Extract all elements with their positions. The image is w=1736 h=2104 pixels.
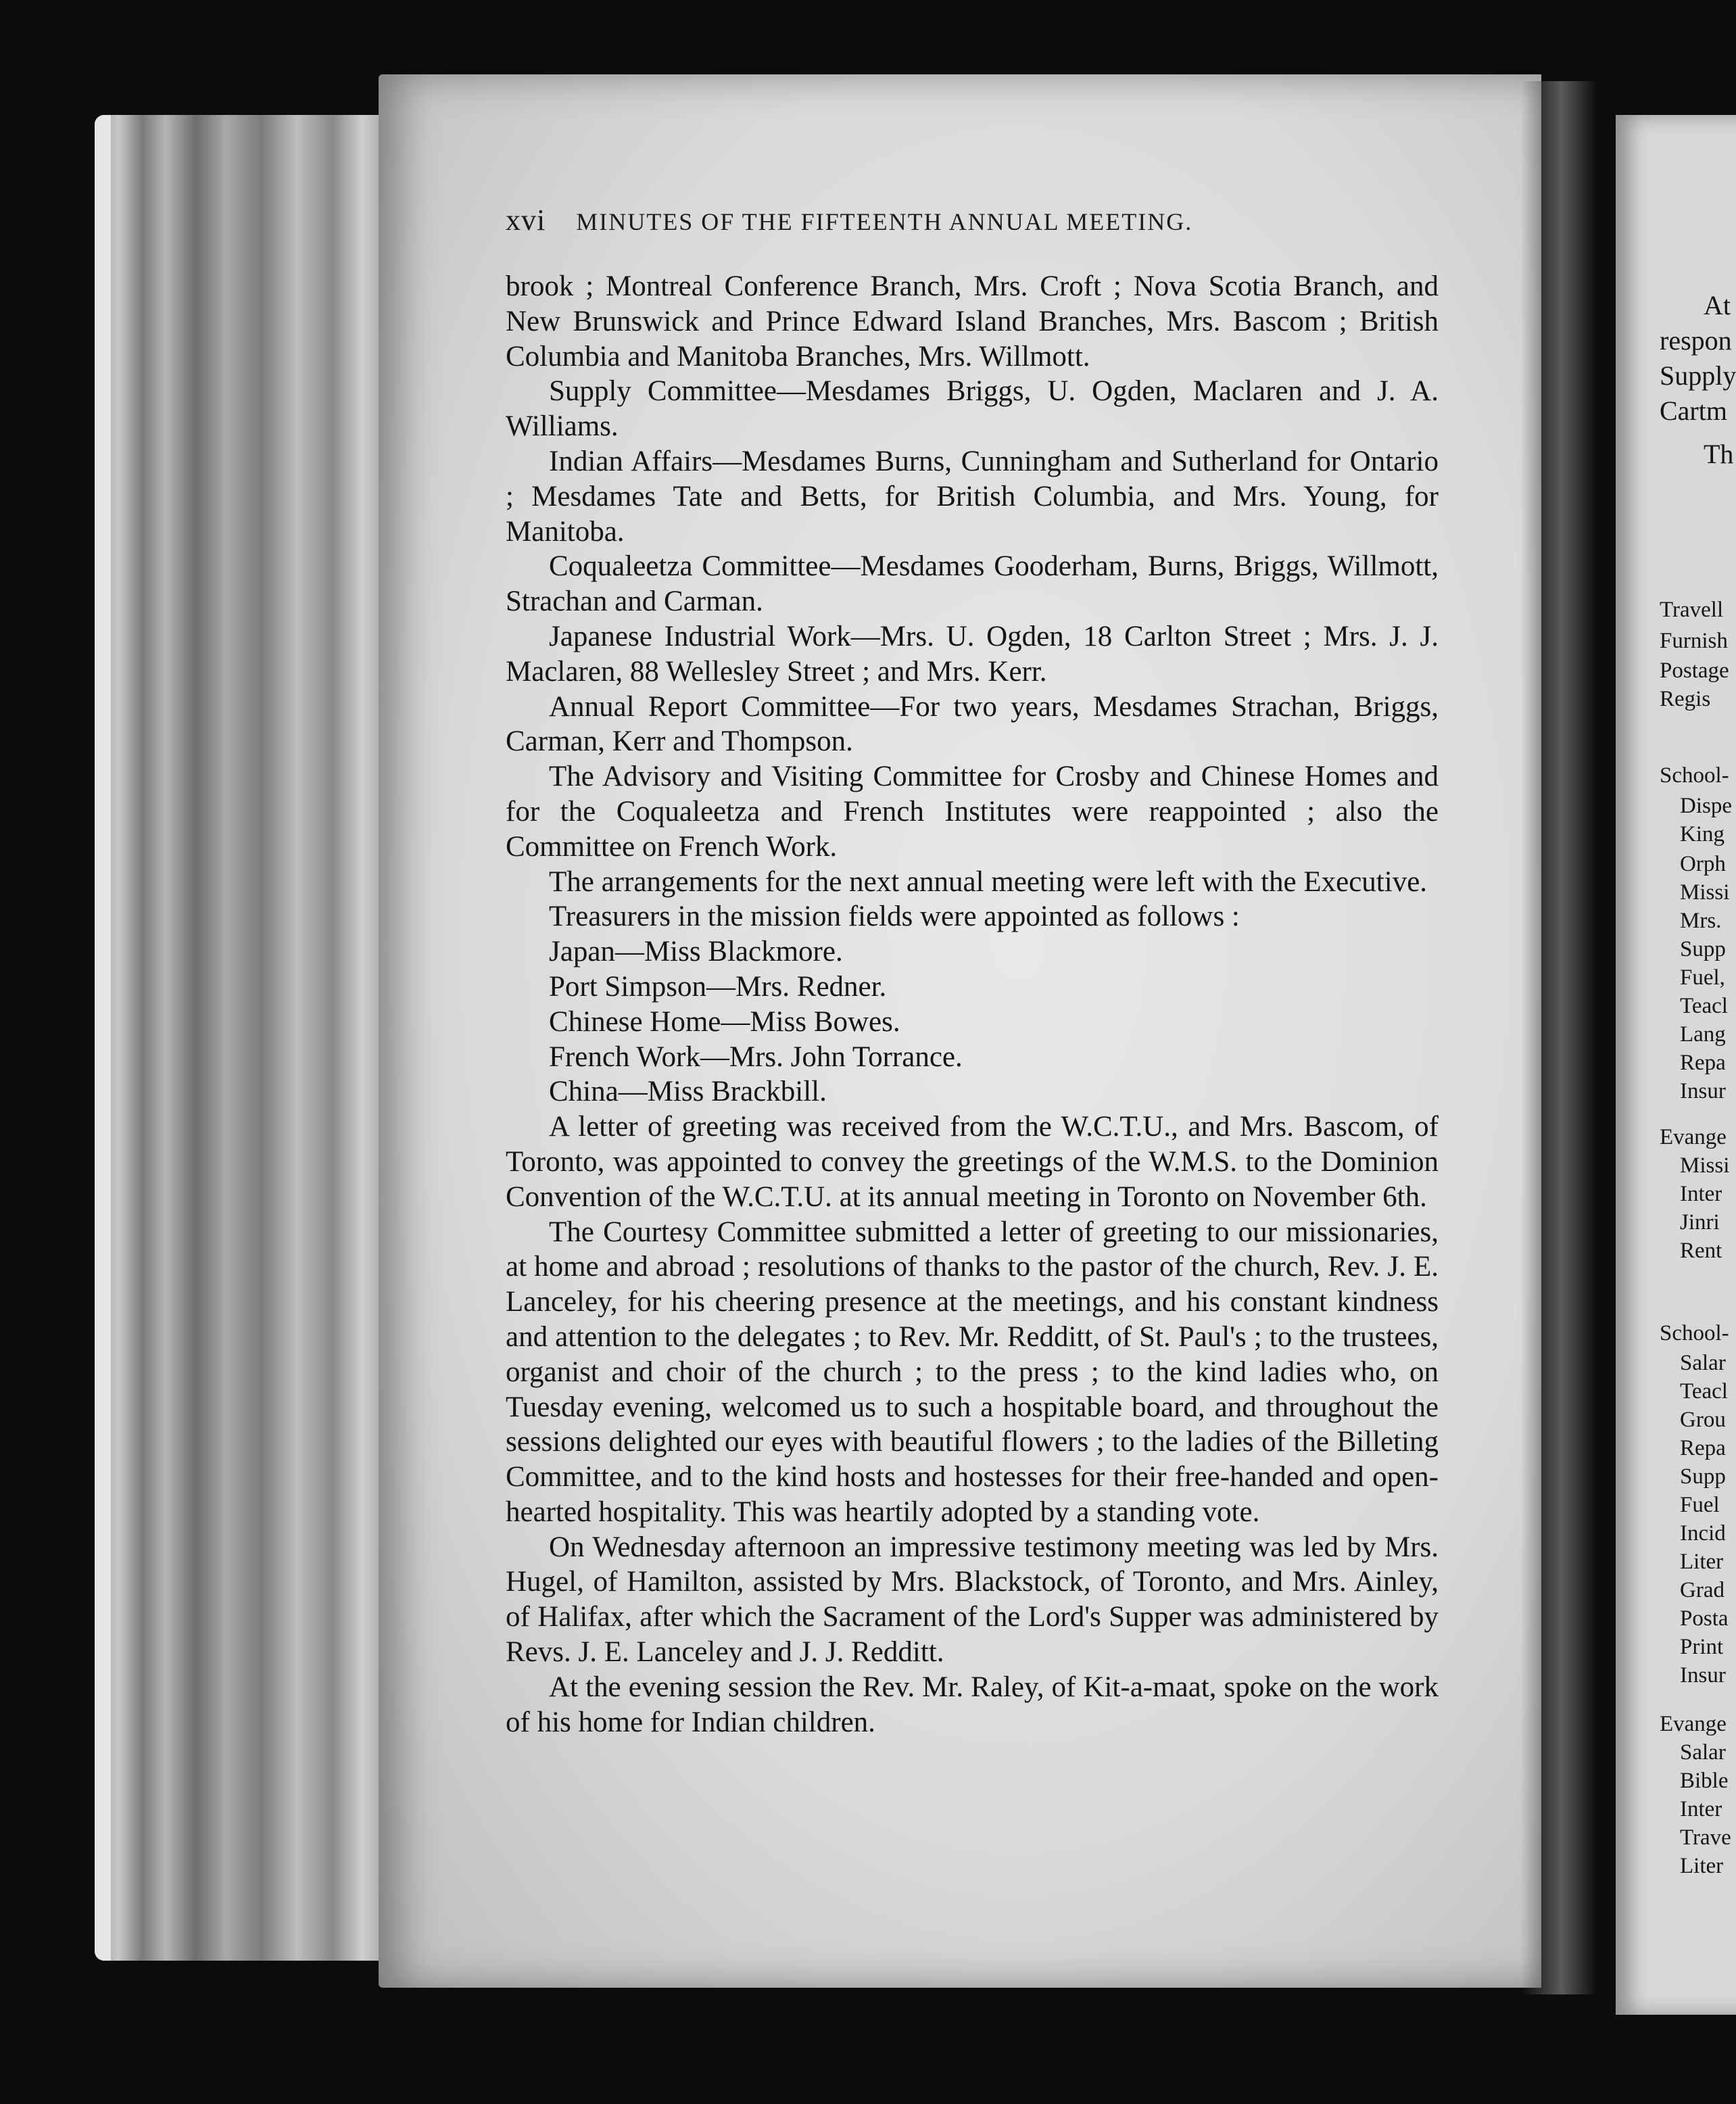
paragraph: Treasurers in the mission fields were appointed as follows : [549,901,1240,933]
right-page-fragment: Jinri [1680,1210,1720,1235]
right-page-fragment: Grad [1680,1578,1725,1602]
right-page-fragment: Bible [1680,1769,1729,1793]
right-page-fragment: School- [1660,1321,1729,1345]
right-page-fragment: Insur [1680,1079,1726,1103]
paragraph: Japan—Miss Blackmore. [549,936,843,968]
paragraph: China—Miss Brackbill. [549,1076,827,1108]
running-header [506,203,1439,237]
right-page-fragment: Orph [1680,852,1726,876]
right-page-fragment: Postage [1660,659,1729,683]
right-page-fragment: Insur [1680,1663,1726,1688]
right-page-fragment: Teacl [1680,1379,1728,1404]
paragraph: Indian Affairs—Mesdames Burns, Cunningham and Sutherland for Ontario ; Mesdames Tate and Betts, for British Columbia, and Mrs. Young, for Manitoba. [506,445,1439,548]
right-page-fragment: Regis [1660,687,1711,711]
book-edge-highlight [95,115,111,1961]
right-page-fragment: Evange [1660,1125,1727,1149]
paragraph: On Wednesday afternoon an impressive testimony meeting was led by Mrs. Hugel, of Hamilton, assisted by Mrs. Blackstock, of Toronto, and Mrs. Ainley, of Halifax, after which the Sacrament of the Lord's Supper was administered by Revs. J. E. Lanceley and J. J. Redditt. [506,1531,1439,1669]
paragraph: The Courtesy Committee submitted a letter of greeting to our missionaries, at home and abroad ; resolutions of thanks to the pastor of the church, Rev. J. E. Lanceley, for his cheering presence at the meetings, and his constant kindness and attention to the delegates ; to Rev. Mr. Redditt, of St. Paul's ; to the trustees, organist and choir of the church ; to the press ; to the kind ladies who, on Tuesday evening, welcomed us to such a hospitable board, and throughout the sessions delighted our eyes with beautiful flowers ; to the ladies of the Billeting Committee, and to the kind hosts and hostesses for their free-handed and open-hearted hospitality. This was heartily adopted by a standing vote. [506,1216,1439,1528]
right-page-fragment: Salar [1680,1351,1726,1375]
right-page-fragment: At [1704,290,1731,320]
right-page-fragment: Supp [1680,1464,1726,1489]
right-page-fragment: Evange [1660,1712,1727,1736]
right-page-fragment: Trave [1680,1825,1731,1850]
right-page-fragment: Rent [1680,1239,1722,1263]
right-page-fragment: Inter [1680,1797,1722,1821]
right-page-fragment: Salar [1680,1740,1726,1765]
right-page-fragment: Lang [1680,1022,1726,1047]
right-page-fragment: Supp [1680,937,1726,961]
right-page-fragment: King [1680,822,1725,846]
page-number: xvi [506,204,546,237]
right-page-fragment: Repa [1680,1051,1726,1075]
right-page-fragment: Liter [1680,1550,1724,1574]
right-page-fragment: Fuel [1680,1493,1720,1517]
right-page-fragment: Teacl [1680,994,1728,1018]
right-page-fragment: Travell [1660,598,1724,622]
right-page-fragment: Print [1680,1635,1724,1659]
paragraph: Supply Committee—Mesdames Briggs, U. Ogden, Maclaren and J. A. Williams. [506,375,1439,443]
right-page-fragment: Fuel, [1680,965,1725,990]
right-page-fragment: School- [1660,763,1729,788]
right-page-fragment: Th [1704,439,1734,469]
paragraph: Chinese Home—Miss Bowes. [549,1005,900,1038]
book-page-edges [95,115,392,1961]
paragraph: Port Simpson—Mrs. Redner. [549,970,887,1003]
right-page-fragment: Supply [1660,360,1736,391]
right-page-fragment: Repa [1680,1436,1726,1460]
right-page-fragment: Posta [1680,1606,1729,1631]
book-gutter [1521,81,1622,1994]
running-title: MINUTES OF THE FIFTEENTH ANNUAL MEETING. [576,208,1193,235]
paragraph: Coqualeetza Committee—Mesdames Gooderham, Burns, Briggs, Willmott, Strachan and Carman. [506,550,1439,618]
right-page-fragment: respon [1660,325,1732,356]
page-body [506,269,1439,1740]
paragraph: Japanese Industrial Work—Mrs. U. Ogden, 18 Carlton Street ; Mrs. J. J. Maclaren, 88 Wellesley Street ; and Mrs. Kerr. [506,620,1439,688]
right-page-fragment: Furnish [1660,629,1728,653]
paragraph: French Work—Mrs. John Torrance. [549,1041,963,1073]
right-page-fragment: Liter [1680,1854,1724,1878]
right-page-fragment: Incid [1680,1521,1726,1546]
paragraph: The arrangements for the next annual meeting were left with the Executive. [549,865,1428,898]
paragraph: brook ; Montreal Conference Branch, Mrs. Croft ; Nova Scotia Branch, and New Brunswick and Prince Edward Island Branches, Mrs. Bascom ; British Columbia and Manitoba Branches, Mrs. Willmott. [506,270,1439,373]
paragraph: A letter of greeting was received from the W.C.T.U., and Mrs. Bascom, of Toronto, was appointed to convey the greetings of the W.M.S. to the Dominion Convention of the W.C.T.U. at its annual meeting in Toronto on November 6th. [506,1111,1439,1213]
paragraph: At the evening session the Rev. Mr. Raley, of Kit-a-maat, spoke on the work of his home for Indian children. [506,1671,1439,1738]
paragraph: Annual Report Committee—For two years, Mesdames Strachan, Briggs, Carman, Kerr and Thompson. [506,690,1439,758]
paragraph: The Advisory and Visiting Committee for Crosby and Chinese Homes and for the Coqualeetza and French Institutes were reappointed ; also the Committee on French Work. [506,761,1439,863]
right-page-fragment: Grou [1680,1408,1726,1432]
right-page-fragment: Mrs. [1680,909,1722,933]
right-page-fragment: Missi [1680,1153,1730,1178]
right-page-fragment: Inter [1680,1182,1722,1206]
right-page-fragment: Dispe [1680,794,1732,818]
right-page-fragment: Cartm [1660,396,1727,426]
right-page-fragment: Missi [1680,880,1730,905]
